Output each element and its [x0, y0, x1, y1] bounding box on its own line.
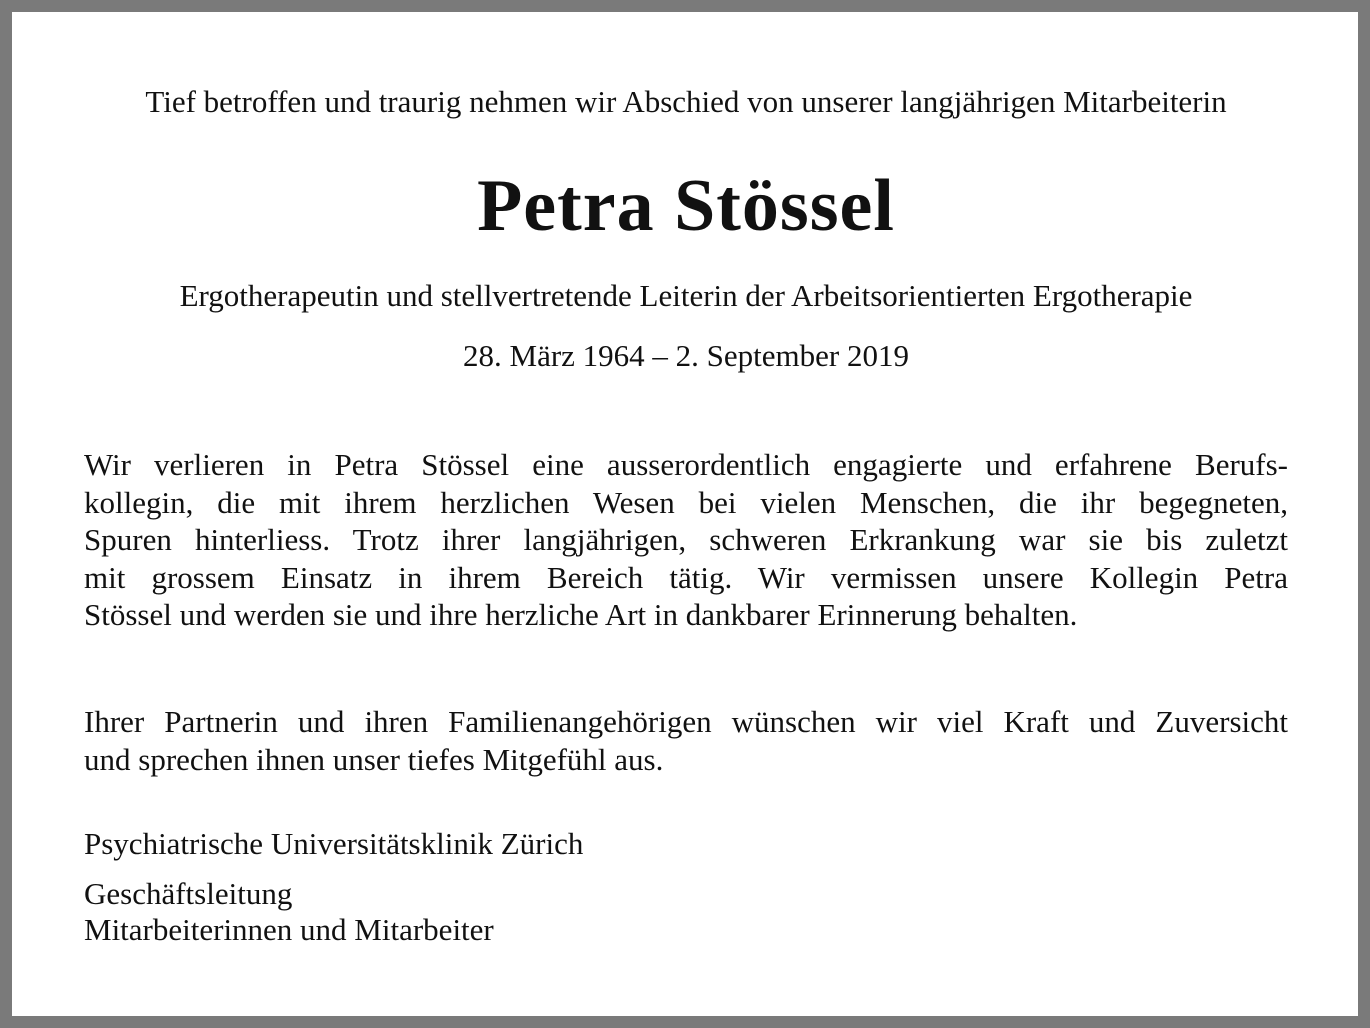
paragraph-line: mit grossem Einsatz in ihrem Bereich tätig. Wir vermissen unsere Kollegin Petra	[84, 559, 1288, 595]
signature-institution: Psychiatrische Universitätsklinik Zürich	[84, 826, 584, 861]
signature-line-management: Geschäftsleitung	[84, 876, 293, 911]
signature-line-staff: Mitarbeiterinnen und Mitarbeiter	[84, 912, 494, 947]
deceased-name: Petra Stössel	[477, 165, 895, 247]
intro-text: Tief betroffen und traurig nehmen wir Abschied von unserer langjährigen Mitarbeiterin	[145, 84, 1227, 119]
condolence-paragraph	[84, 703, 1288, 778]
paragraph-line: und sprechen ihnen unser tiefes Mitgefühl aus.	[84, 741, 664, 777]
document-page	[12, 12, 1358, 1016]
paragraph-line: Ihrer Partnerin und ihren Familienangehörigen wünschen wir viel Kraft und Zuversicht	[84, 704, 1288, 739]
tribute-paragraph	[84, 446, 1288, 634]
paragraph-line: kollegin, die mit ihrem herzlichen Wesen bei vielen Menschen, die ihr begegneten,	[84, 484, 1288, 520]
paragraph-line: Stössel und werden sie und ihre herzliche Art in dankbarer Erinnerung behalten.	[84, 597, 1078, 632]
paragraph-line: Wir verlieren in Petra Stössel eine ausserordentlich engagierte und erfahrene Berufs-	[84, 447, 1288, 482]
role-text: Ergotherapeutin und stellvertretende Leiterin der Arbeitsorientierten Ergotherapie	[179, 278, 1193, 313]
life-dates: 28. März 1964 – 2. September 2019	[463, 338, 909, 373]
paragraph-line: Spuren hinterliess. Trotz ihrer langjährigen, schweren Erkrankung war sie bis zuletzt	[84, 522, 1288, 557]
